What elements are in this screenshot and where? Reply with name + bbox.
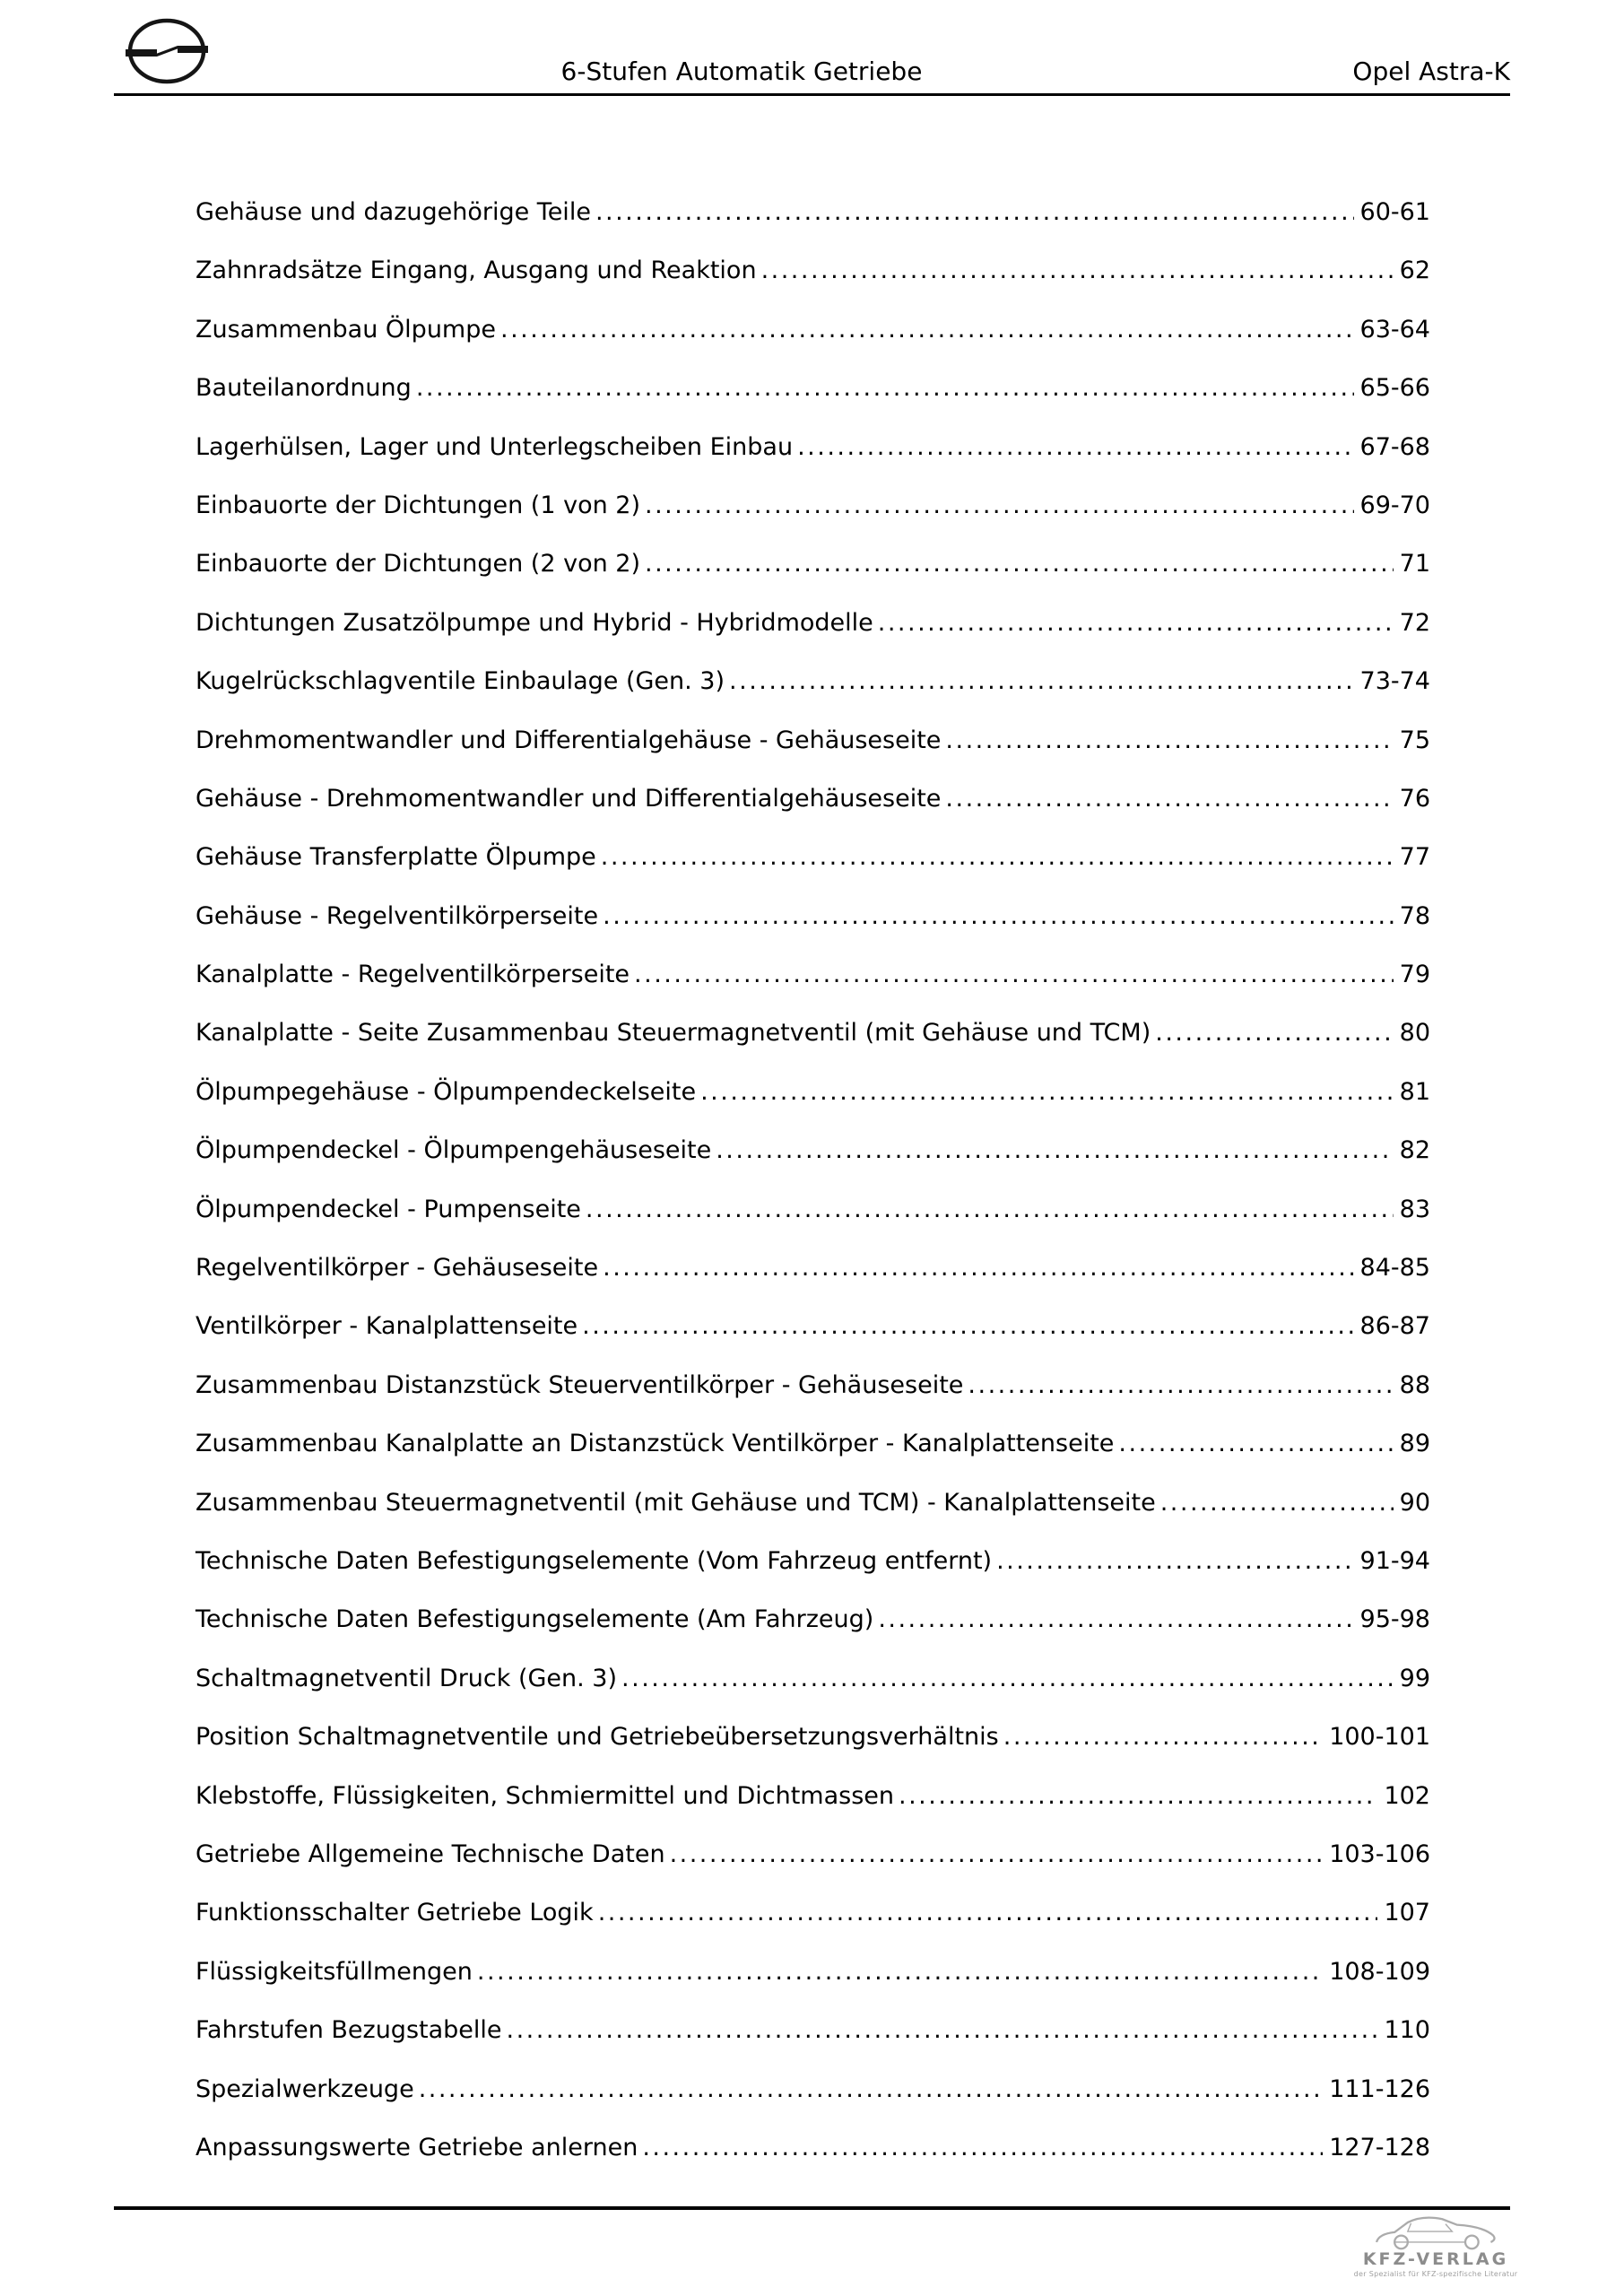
toc-leader-dots — [595, 197, 1354, 227]
toc-leader-dots — [700, 1077, 1394, 1107]
toc-entry-pages: 62 — [1399, 257, 1430, 285]
toc-entry-title: Spezialwerkzeuge — [195, 2074, 414, 2103]
toc-entry — [195, 1135, 1430, 1194]
toc-entry-pages: 99 — [1399, 1664, 1430, 1692]
toc-entry — [195, 1839, 1430, 1898]
toc-leader-dots — [621, 1664, 1394, 1693]
toc-entry — [195, 1370, 1430, 1429]
toc-entry-title: Gehäuse - Regelventilkörperseite — [195, 901, 599, 930]
toc-entry-title: Klebstoffe, Flüssigkeiten, Schmiermittel und Dichtmassen — [195, 1781, 894, 1810]
toc-entry-pages: 91-94 — [1359, 1546, 1430, 1575]
toc-entry-title: Position Schaltmagnetventile und Getriebeübersetzungsverhältnis — [195, 1723, 999, 1752]
publisher-tagline: der Spezialist für KFZ-spezifische Literatur — [1353, 2270, 1518, 2278]
toc-entry-title: Anpassungswerte Getriebe anlernen — [195, 2133, 638, 2161]
toc-entry-pages: 108-109 — [1329, 1957, 1430, 1986]
toc-entry-pages: 88 — [1399, 1370, 1430, 1399]
toc-entry — [195, 1722, 1430, 1780]
toc-entry-title: Kanalplatte - Seite Zusammenbau Steuermagnetventil (mit Gehäuse und TCM) — [195, 1019, 1151, 1048]
toc-entry — [195, 1077, 1430, 1135]
toc-leader-dots — [603, 1253, 1353, 1283]
header-model: Opel Astra-K — [1352, 57, 1510, 86]
toc-leader-dots — [603, 901, 1394, 931]
toc-entry-pages: 90 — [1399, 1488, 1430, 1517]
toc-entry-pages: 72 — [1399, 608, 1430, 637]
toc-entry-pages: 65-66 — [1359, 374, 1430, 403]
toc-entry — [195, 784, 1430, 842]
toc-leader-dots — [761, 256, 1394, 285]
toc-entry-title: Getriebe Allgemeine Technische Daten — [195, 1839, 665, 1868]
toc-entry-pages: 75 — [1399, 726, 1430, 754]
toc-leader-dots — [996, 1546, 1353, 1576]
toc-entry-pages: 60-61 — [1359, 198, 1430, 226]
toc-leader-dots — [797, 432, 1353, 462]
toc-entry — [195, 1546, 1430, 1605]
toc-entry-pages: 100-101 — [1329, 1723, 1430, 1752]
car-sketch-icon — [1337, 2212, 1534, 2251]
toc-entry-pages: 95-98 — [1359, 1605, 1430, 1634]
toc-entry-title: Einbauorte der Dichtungen (1 von 2) — [195, 491, 641, 519]
toc-leader-dots — [968, 1370, 1393, 1400]
toc-entry-title: Funktionsschalter Getriebe Logik — [195, 1899, 594, 1927]
toc-leader-dots — [419, 2074, 1324, 2104]
toc-entry — [195, 315, 1430, 373]
toc-leader-dots — [1118, 1429, 1393, 1458]
toc-entry-pages: 67-68 — [1359, 432, 1430, 461]
toc-leader-dots — [1003, 1722, 1323, 1752]
toc-entry-pages: 71 — [1399, 550, 1430, 578]
toc-entry — [195, 960, 1430, 1018]
toc-entry — [195, 256, 1430, 314]
toc-entry — [195, 2015, 1430, 2074]
toc-entry-title: Drehmomentwandler und Differentialgehäuse - Gehäuseseite — [195, 726, 942, 754]
toc-entry — [195, 1195, 1430, 1253]
publisher-logo — [1337, 2212, 1534, 2278]
toc-entry-title: Fahrstufen Bezugstabelle — [195, 2016, 502, 2045]
toc-entry-title: Lagerhülsen, Lager und Unterlegscheiben Einbau — [195, 432, 794, 461]
toc-entry-title: Einbauorte der Dichtungen (2 von 2) — [195, 550, 641, 578]
toc-entry-title: Gehäuse Transferplatte Ölpumpe — [195, 843, 596, 872]
toc-entry — [195, 2074, 1430, 2133]
toc-leader-dots — [642, 2133, 1323, 2162]
toc-entry-title: Bauteilanordnung — [195, 374, 412, 403]
toc-entry — [195, 491, 1430, 549]
toc-leader-dots — [645, 549, 1394, 578]
toc-entry-pages: 110 — [1384, 2016, 1430, 2045]
toc-leader-dots — [1155, 1018, 1393, 1048]
toc-entry-title: Ölpumpendeckel - Pumpenseite — [195, 1195, 581, 1223]
toc-entry-title: Gehäuse und dazugehörige Teile — [195, 198, 591, 226]
toc-entry — [195, 608, 1430, 666]
toc-entry-title: Zahnradsätze Eingang, Ausgang und Reaktion — [195, 257, 757, 285]
toc-entry-pages: 81 — [1399, 1077, 1430, 1106]
toc-entry-pages: 63-64 — [1359, 315, 1430, 344]
toc-entry-pages: 84-85 — [1359, 1254, 1430, 1283]
toc-leader-dots — [598, 1898, 1378, 1927]
toc-entry — [195, 1898, 1430, 1956]
toc-entry-pages: 83 — [1399, 1195, 1430, 1223]
toc-leader-dots — [716, 1135, 1393, 1165]
toc-entry — [195, 1253, 1430, 1311]
toc-entry-pages: 80 — [1399, 1019, 1430, 1048]
toc-entry-title: Ölpumpegehäuse - Ölpumpendeckelseite — [195, 1077, 697, 1106]
toc-leader-dots — [634, 960, 1394, 989]
toc-leader-dots — [945, 726, 1393, 755]
toc-entry-title: Zusammenbau Kanalplatte an Distanzstück Ventilkörper - Kanalplattenseite — [195, 1430, 1115, 1458]
toc-entry-pages: 111-126 — [1329, 2074, 1430, 2103]
toc-entry — [195, 1664, 1430, 1722]
toc-entry-title: Zusammenbau Distanzstück Steuerventilkörper - Gehäuseseite — [195, 1370, 964, 1399]
toc-entry — [195, 432, 1430, 491]
toc-leader-dots — [416, 373, 1354, 403]
toc-leader-dots — [582, 1311, 1353, 1341]
toc-entry — [195, 1311, 1430, 1370]
toc-entry — [195, 549, 1430, 607]
toc-entry-title: Ölpumpendeckel - Ölpumpengehäuseseite — [195, 1136, 712, 1165]
toc-leader-dots — [878, 608, 1394, 638]
toc-entry-pages: 78 — [1399, 901, 1430, 930]
toc-leader-dots — [500, 315, 1354, 344]
toc-entry — [195, 1957, 1430, 2015]
publisher-name: KFZ-VERLAG — [1362, 2249, 1509, 2269]
toc-entry-title: Technische Daten Befestigungselemente (Am Fahrzeug) — [195, 1605, 874, 1634]
footer-rule — [114, 2206, 1510, 2210]
toc-entry-title: Zusammenbau Ölpumpe — [195, 315, 496, 344]
toc-leader-dots — [878, 1605, 1353, 1634]
toc-entry-pages: 89 — [1399, 1430, 1430, 1458]
toc-entry — [195, 197, 1430, 256]
toc-entry — [195, 901, 1430, 960]
toc-entry — [195, 2133, 1430, 2191]
toc-entry-pages: 82 — [1399, 1136, 1430, 1165]
toc-entry-title: Flüssigkeitsfüllmengen — [195, 1957, 473, 1986]
toc-entry — [195, 726, 1430, 784]
toc-entry — [195, 842, 1430, 900]
toc-leader-dots — [507, 2015, 1378, 2045]
toc-entry-title: Schaltmagnetventil Druck (Gen. 3) — [195, 1664, 618, 1692]
toc-leader-dots — [586, 1195, 1394, 1224]
header-rule — [114, 93, 1510, 96]
toc-entry — [195, 1488, 1430, 1546]
toc-entry-title: Kanalplatte - Regelventilkörperseite — [195, 961, 630, 989]
toc-entry-title: Dichtungen Zusatzölpumpe und Hybrid - Hybridmodelle — [195, 608, 873, 637]
toc-entry-title: Kugelrückschlagventile Einbaulage (Gen. 3) — [195, 667, 725, 696]
toc-leader-dots — [670, 1839, 1324, 1869]
toc-leader-dots — [729, 666, 1354, 696]
table-of-contents — [195, 197, 1430, 2191]
toc-entry-pages: 127-128 — [1329, 2133, 1430, 2161]
toc-entry-pages: 77 — [1399, 843, 1430, 872]
toc-leader-dots — [477, 1957, 1323, 1987]
toc-entry-pages: 73-74 — [1359, 667, 1430, 696]
toc-leader-dots — [945, 784, 1393, 813]
toc-entry-pages: 86-87 — [1359, 1312, 1430, 1341]
toc-entry — [195, 373, 1430, 431]
toc-entry-title: Gehäuse - Drehmomentwandler und Differentialgehäuseseite — [195, 784, 942, 813]
toc-entry-pages: 103-106 — [1329, 1839, 1430, 1868]
toc-entry-pages: 102 — [1384, 1781, 1430, 1810]
toc-entry-title: Zusammenbau Steuermagnetventil (mit Gehäuse und TCM) - Kanalplattenseite — [195, 1488, 1156, 1517]
header-title: 6-Stufen Automatik Getriebe — [560, 57, 923, 86]
toc-entry — [195, 1781, 1430, 1839]
toc-leader-dots — [899, 1781, 1377, 1811]
toc-entry — [195, 1605, 1430, 1663]
toc-entry-pages: 69-70 — [1359, 491, 1430, 519]
toc-entry — [195, 1018, 1430, 1076]
toc-entry — [195, 1429, 1430, 1487]
toc-entry-title: Regelventilkörper - Gehäuseseite — [195, 1254, 599, 1283]
toc-leader-dots — [1160, 1488, 1394, 1518]
toc-entry-title: Ventilkörper - Kanalplattenseite — [195, 1312, 578, 1341]
toc-entry-pages: 79 — [1399, 961, 1430, 989]
toc-entry-pages: 76 — [1399, 784, 1430, 813]
toc-leader-dots — [601, 842, 1394, 872]
toc-entry-title: Technische Daten Befestigungselemente (Vom Fahrzeug entfernt) — [195, 1546, 993, 1575]
toc-entry-pages: 107 — [1384, 1899, 1430, 1927]
toc-entry — [195, 666, 1430, 725]
toc-leader-dots — [645, 491, 1354, 520]
